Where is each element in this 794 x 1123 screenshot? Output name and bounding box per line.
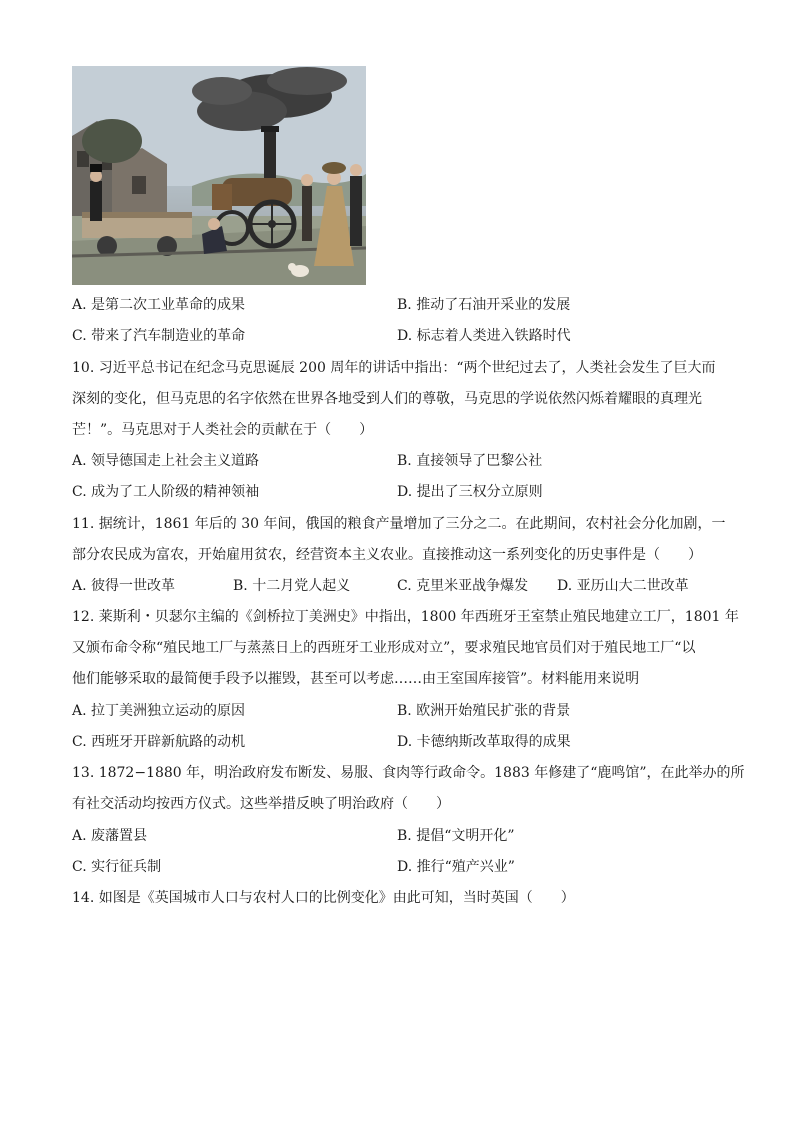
- q9-option-d: D. 标志着人类进入铁路时代: [397, 328, 571, 344]
- q11-option-d: D. 亚历山大二世改革: [557, 578, 689, 594]
- q10-stem-line-3: 芒！”。马克思对于人类社会的贡献在于（ ）: [72, 422, 374, 438]
- q13-option-c: C. 实行征兵制: [72, 859, 162, 875]
- q14-stem-line-1: 14. 如图是《英国城市人口与农村人口的比例变化》由此可知，当时英国（ ）: [72, 890, 575, 906]
- q13-option-a: A. 废藩置县: [72, 828, 148, 844]
- q10-option-b: B. 直接领导了巴黎公社: [397, 453, 543, 469]
- q12-option-a: A. 拉丁美洲独立运动的原因: [72, 703, 246, 719]
- q9-option-b: B. 推动了石油开采业的发展: [397, 297, 571, 313]
- q9-option-c: C. 带来了汽车制造业的革命: [72, 328, 246, 344]
- q10-stem-line-2: 深刻的变化，但马克思的名字依然在世界各地受到人们的尊敬，马克思的学说依然闪烁着耀眼的真理光: [72, 391, 702, 407]
- q13-stem-line-2: 有社交活动均按西方仪式。这些举措反映了明治政府（ ）: [72, 796, 450, 812]
- q11-stem-line-2: 部分农民成为富农，开始雇用贫农，经营资本主义农业。直接推动这一系列变化的历史事件是（ ）: [72, 547, 702, 563]
- q10-option-a: A. 领导德国走上社会主义道路: [72, 453, 260, 469]
- q13-stem-line-1: 13. 1872−1880 年，明治政府发布断发、易服、食肉等行政命令。1883 年修建了“鹿鸣馆”，在此举办的所: [72, 765, 745, 781]
- q13-option-b: B. 提倡“文明开化”: [397, 828, 515, 844]
- q11-option-c: C. 克里米亚战争爆发: [397, 578, 529, 594]
- q9-option-a: A. 是第二次工业革命的成果: [72, 297, 246, 313]
- q11-stem-line-1: 11. 据统计，1861 年后的 30 年间，俄国的粮食产量增加了三分之二。在此期间，农村社会分化加剧，一: [72, 516, 726, 532]
- q12-option-c: C. 西班牙开辟新航路的动机: [72, 734, 246, 750]
- locomotive-drawing: [72, 66, 366, 285]
- q10-stem-line-1: 10. 习近平总书记在纪念马克思诞辰 200 周年的讲话中指出：“两个世纪过去了，人类社会发生了巨大而: [72, 360, 716, 376]
- steam-locomotive-illustration: [72, 66, 366, 285]
- q12-stem-line-1: 12. 莱斯利・贝瑟尔主编的《剑桥拉丁美洲史》中指出，1800 年西班牙王室禁止殖民地建立工厂，1801 年: [72, 609, 739, 625]
- q12-stem-line-2: 又颁布命令称“殖民地工厂与蒸蒸日上的西班牙工业形成对立”，要求殖民地官员们对于殖民地工厂“以: [72, 640, 696, 656]
- q13-option-d: D. 推行“殖产兴业”: [397, 859, 515, 875]
- q12-option-d: D. 卡德纳斯改革取得的成果: [397, 734, 571, 750]
- q12-option-b: B. 欧洲开始殖民扩张的背景: [397, 703, 571, 719]
- q12-stem-line-3: 他们能够采取的最简便手段予以摧毁，甚至可以考虑……由王室国库接管”。材料能用来说明: [72, 671, 640, 687]
- q10-option-c: C. 成为了工人阶级的精神领袖: [72, 484, 260, 500]
- q11-option-b: B. 十二月党人起义: [233, 578, 351, 594]
- q11-option-a: A. 彼得一世改革: [72, 578, 176, 594]
- q10-option-d: D. 提出了三权分立原则: [397, 484, 543, 500]
